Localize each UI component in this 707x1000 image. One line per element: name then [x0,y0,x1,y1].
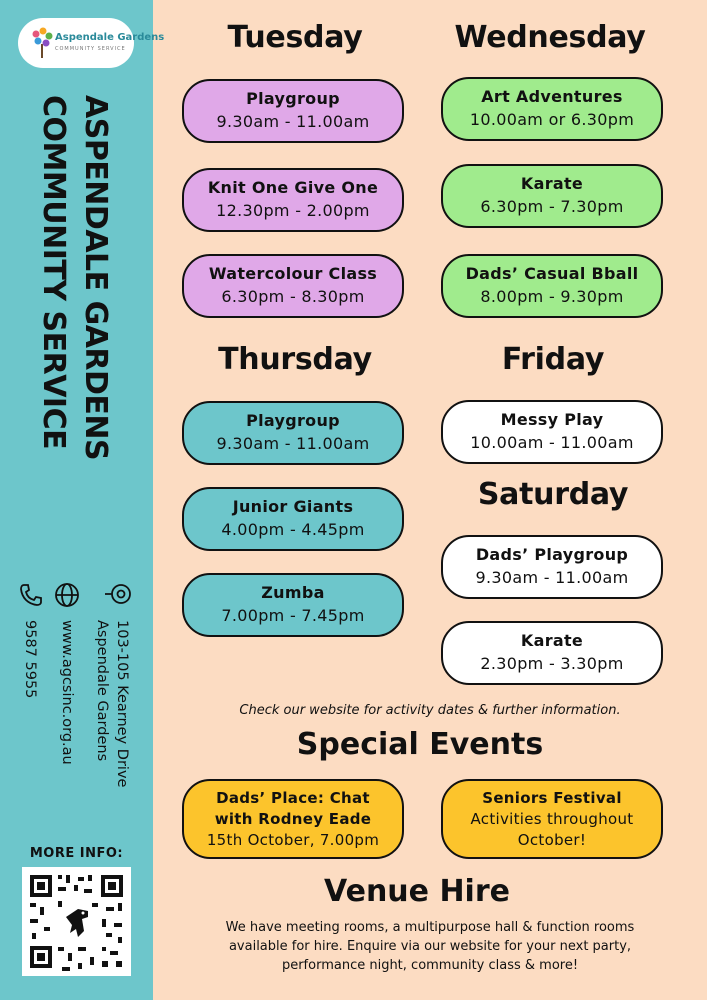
event-card[interactable] [182,779,404,859]
activity-card[interactable] [182,168,404,232]
activity-name: Messy Play [500,410,604,429]
activity-card[interactable] [182,401,404,465]
phone-icon [18,582,44,608]
activity-time: 6.30pm - 8.30pm [221,287,365,306]
day-heading-friday: Friday [501,342,605,377]
org-title-line1: ASPENDALE GARDENS [78,95,113,461]
activity-name: Karate [520,631,584,650]
event-title: Seniors Festival [482,788,622,807]
day-heading-thursday: Thursday [218,342,372,377]
special-events-heading: Special Events [296,727,544,762]
activity-time: 12.30pm - 2.00pm [216,201,370,220]
website-notice: Check our website for activity dates & further information. [239,703,621,718]
activity-time: 6.30pm - 7.30pm [480,197,624,216]
org-title-line2: COMMUNITY SERVICE [36,95,71,450]
event-date: 15th October, 7.00pm [206,830,380,849]
address-line2: Aspendale Gardens [94,620,110,762]
venue-hire-line2: available for hire. Enquire via our website for your next party, [228,939,632,954]
event-title: Dads’ Place: Chat [216,788,370,807]
activity-time: 9.30am - 11.00am [475,568,629,587]
activity-name: Dads’ Playgroup [475,545,629,564]
website-link[interactable]: www.agcsinc.org.au [59,620,75,765]
activity-time: 10.00am or 6.30pm [469,110,635,129]
globe-icon [54,582,80,608]
activity-card[interactable] [441,77,663,141]
activity-card[interactable] [182,487,404,551]
activity-time: 2.30pm - 3.30pm [480,654,624,673]
activity-time: 4.00pm - 4.45pm [221,520,365,539]
event-card[interactable] [441,779,663,859]
logo-text: Aspendale Gardens [55,32,165,43]
venue-hire-line1: We have meeting rooms, a multipurpose hall & function rooms [225,920,635,935]
activity-card[interactable] [441,621,663,685]
activity-card[interactable] [441,400,663,464]
activity-time: 9.30am - 11.00am [216,112,370,131]
day-heading-tuesday: Tuesday [227,20,363,55]
location-pin-icon [103,582,133,606]
phone-number[interactable]: 9587 5955 [22,620,38,699]
tree-logo-icon [30,26,54,60]
event-detail: October! [517,830,587,849]
activity-name: Watercolour Class [208,264,378,283]
venue-hire-description [180,918,680,975]
activity-card[interactable] [182,79,404,143]
activity-name: Playgroup [246,89,340,108]
activity-time: 9.30am - 11.00am [216,434,370,453]
event-title: with Rodney Eade [214,809,372,828]
activity-name: Junior Giants [232,497,354,516]
activity-name: Art Adventures [481,87,623,106]
qr-code-icon[interactable] [22,867,131,976]
activity-name: Knit One Give One [207,178,379,197]
activity-card[interactable] [182,573,404,637]
activity-time: 10.00am - 11.00am [470,433,634,452]
logo-subtitle: COMMUNITY SERVICE [55,46,126,52]
activity-time: 7.00pm - 7.45pm [221,606,365,625]
sidebar [0,0,165,1000]
address [92,620,132,787]
activity-time: 8.00pm - 9.30pm [480,287,624,306]
activity-card[interactable] [182,254,404,318]
activity-card[interactable] [441,254,663,318]
activity-name: Karate [520,174,584,193]
day-heading-wednesday: Wednesday [454,20,646,55]
event-detail: Activities throughout [470,809,634,828]
day-heading-saturday: Saturday [477,477,629,512]
activity-name: Dads’ Casual Bball [465,264,639,283]
address-line1: 103-105 Kearney Drive [114,620,130,788]
venue-hire-line3: performance night, community class & more! [281,958,579,973]
logo[interactable] [18,18,165,68]
org-title [32,95,116,460]
venue-hire-heading: Venue Hire [324,874,510,909]
activity-card[interactable] [441,535,663,599]
activity-name: Playgroup [246,411,340,430]
activity-name: Zumba [261,583,325,602]
more-info-label: MORE INFO: [29,846,124,861]
activity-card[interactable] [441,164,663,228]
